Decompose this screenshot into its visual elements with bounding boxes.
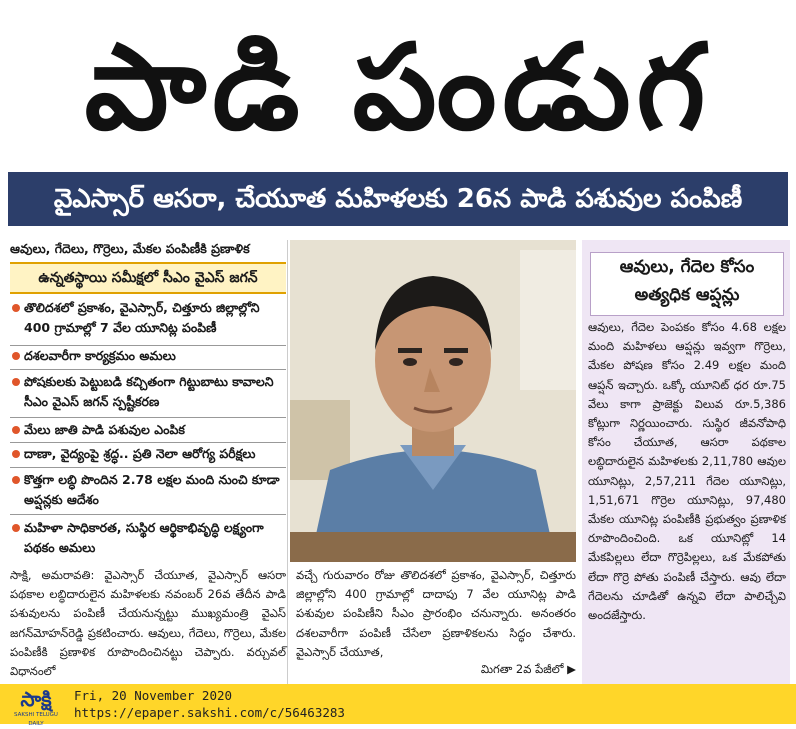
bullet-text: దశలవారీగా కార్యక్రమం అమలు: [24, 348, 176, 363]
column-divider: [287, 240, 288, 684]
sidebar-title: ఆవులు, గేదెల కోసం అత్యధిక ఆప్షన్లు: [590, 252, 784, 316]
bullet-point: [10, 372, 286, 412]
article-column-2: వచ్చే గురువారం రోజు తొలిదశలో ప్రకాశం, వైఎస్సార్, చిత్తూరు జిల్లాల్లోని 400 గ్రామాల్లో దాదాపు 7 వేల యూనిట్ల పాడి పశువుల పంపిణీని సీఎం ప్రారంభిం చనున్నారు. అనంతరం దశలవారీగా పంపిణీ చేసేలా ప్రణాళికలను సిద్ధం చేశారు. వైఎస్సార్ చేయూత,: [296, 568, 576, 659]
epaper-url[interactable]: https://epaper.sakshi.com/c/56463283: [74, 705, 345, 720]
subheadline-banner: వైఎస్సార్ ఆసరా, చేయూత మహిళలకు 26న పాడి పశువుల పంపిణీ: [8, 172, 788, 226]
intro-line: ఆవులు, గేదెలు, గొర్రెలు, మేకల పంపిణీకి ప్రణాళిక: [10, 241, 250, 256]
bullet-icon: [12, 352, 20, 360]
sakshi-logo: సాక్షి: [20, 687, 52, 711]
portrait-illustration: [290, 240, 576, 562]
sidebar-body: ఆవులు, గేదెల పెంపకం కోసం 4.68 లక్షల మంది మహిళలు ఆప్షన్లు ఇవ్వగా గొర్రెలు, మేకల పోషణ కోసం 2.49 లక్షల మంది ఆప్షన్ ఇచ్చారు. ఒక్కో యూనిట్ ధర రూ.75 వేలు కాగా ప్రాజెక్టు విలువ రూ.5,386 కోట్లుగా నిర్ణయించారు. సుస్థిర జీవనోపాధి కోసం చేయూత, ఆసరా పథకాల లబ్ధిదారులైన మహిళలకు 2,11,780 ఆవుల యూనిట్లు, 2,57,211 గేదెల యూనిట్లు, 1,51,671 గొర్రెల యూనిట్లు, 97,480 మేకల యూనిట్ల పంపిణీకి ప్రభుత్వం ప్రణాళిక రూపొందించింది. ఒక యూనిట్లో 14 మేకపిల్లలు లేదా గొర్రెపిల్లలు, ఒక మేకపోతు లేదా గొర్రె పోతు పంపిణీ చేస్తారు. ఆవు లేదా గేదెలను చూడితో ఉన్నవి లేదా పాలిచ్చేవి అందజేస్తారు.: [588, 320, 786, 623]
bullet-icon: [12, 524, 20, 532]
divider: [10, 417, 286, 418]
leader-photo: [290, 240, 576, 562]
bullet-point: [10, 420, 286, 440]
bullet-point: [10, 444, 286, 464]
continued-link[interactable]: మిగతా 2వ పేజీలో ▶: [480, 662, 576, 676]
headline: పాడి పండుగ: [84, 18, 712, 156]
bullet-icon: [12, 426, 20, 434]
bullet-icon: [12, 378, 20, 386]
bullet-icon: [12, 450, 20, 458]
bullet-icon: [12, 304, 20, 312]
divider: [10, 369, 286, 370]
bullet-text: పోషకులకు పెట్టుబడి కచ్చితంగా గిట్టుబాటు కావాలని సీఎం వైఎస్ జగన్ స్పష్టీకరణ: [24, 374, 274, 409]
divider: [10, 442, 286, 443]
bullet-point: [10, 346, 286, 366]
bullet-point: [10, 518, 286, 558]
bullet-text: మహిళా సాధికారత, సుస్థిర ఆర్థికాభివృద్ధి లక్ష్యంగా పథకం అమలు: [24, 520, 264, 555]
bullet-text: మేలు జాతి పాడి పశువుల ఎంపిక: [24, 422, 185, 437]
bullet-point: [10, 470, 286, 510]
logo-subtext: SAKSHI TELUGU DAILY: [14, 712, 58, 727]
divider: [10, 514, 286, 515]
bullet-text: దాణా, వైద్యంపై శ్రద్ధ.. ప్రతి నెలా ఆరోగ్య పరీక్షలు: [24, 446, 256, 461]
bullet-icon: [12, 476, 20, 484]
edition-date: Fri, 20 November 2020: [74, 688, 233, 703]
bullet-point: [10, 298, 286, 338]
intro-highlight: ఉన్నతస్థాయి సమీక్షలో సీఎం వైఎస్ జగన్: [10, 262, 286, 294]
divider: [10, 467, 286, 468]
bullet-text: తొలిదశలో ప్రకాశం, వైఎస్సార్, చిత్తూరు జిల్లాల్లోని 400 గ్రామాల్లో 7 వేల యూనిట్ల పంపిణీ: [24, 300, 260, 335]
article-column-1: సాక్షి, అమరావతి: వైఎస్సార్ చేయూత, వైఎస్సార్ ఆసరా పథకాల లబ్ధిదారులైన మహిళలకు నవంబర్ 26వ తేదీన పాడి పశువులను పంపిణీ చేయనున్నట్టు ముఖ్యమంత్రి వైఎస్ జగన్‌మోహన్‌రెడ్డి ప్రకటించారు. ఆవులు, గేదెలు, గొర్రెలు, మేకల పంపిణీకి ప్రణాళిక రూపొందించినట్టు చెప్పారు. వర్చువల్ విధానంలో: [10, 568, 286, 679]
bullet-text: కొత్తగా లబ్ధి పొందిన 2.78 లక్షల మంది నుంచి కూడా అప్షన్లకు ఆదేశం: [24, 472, 280, 507]
